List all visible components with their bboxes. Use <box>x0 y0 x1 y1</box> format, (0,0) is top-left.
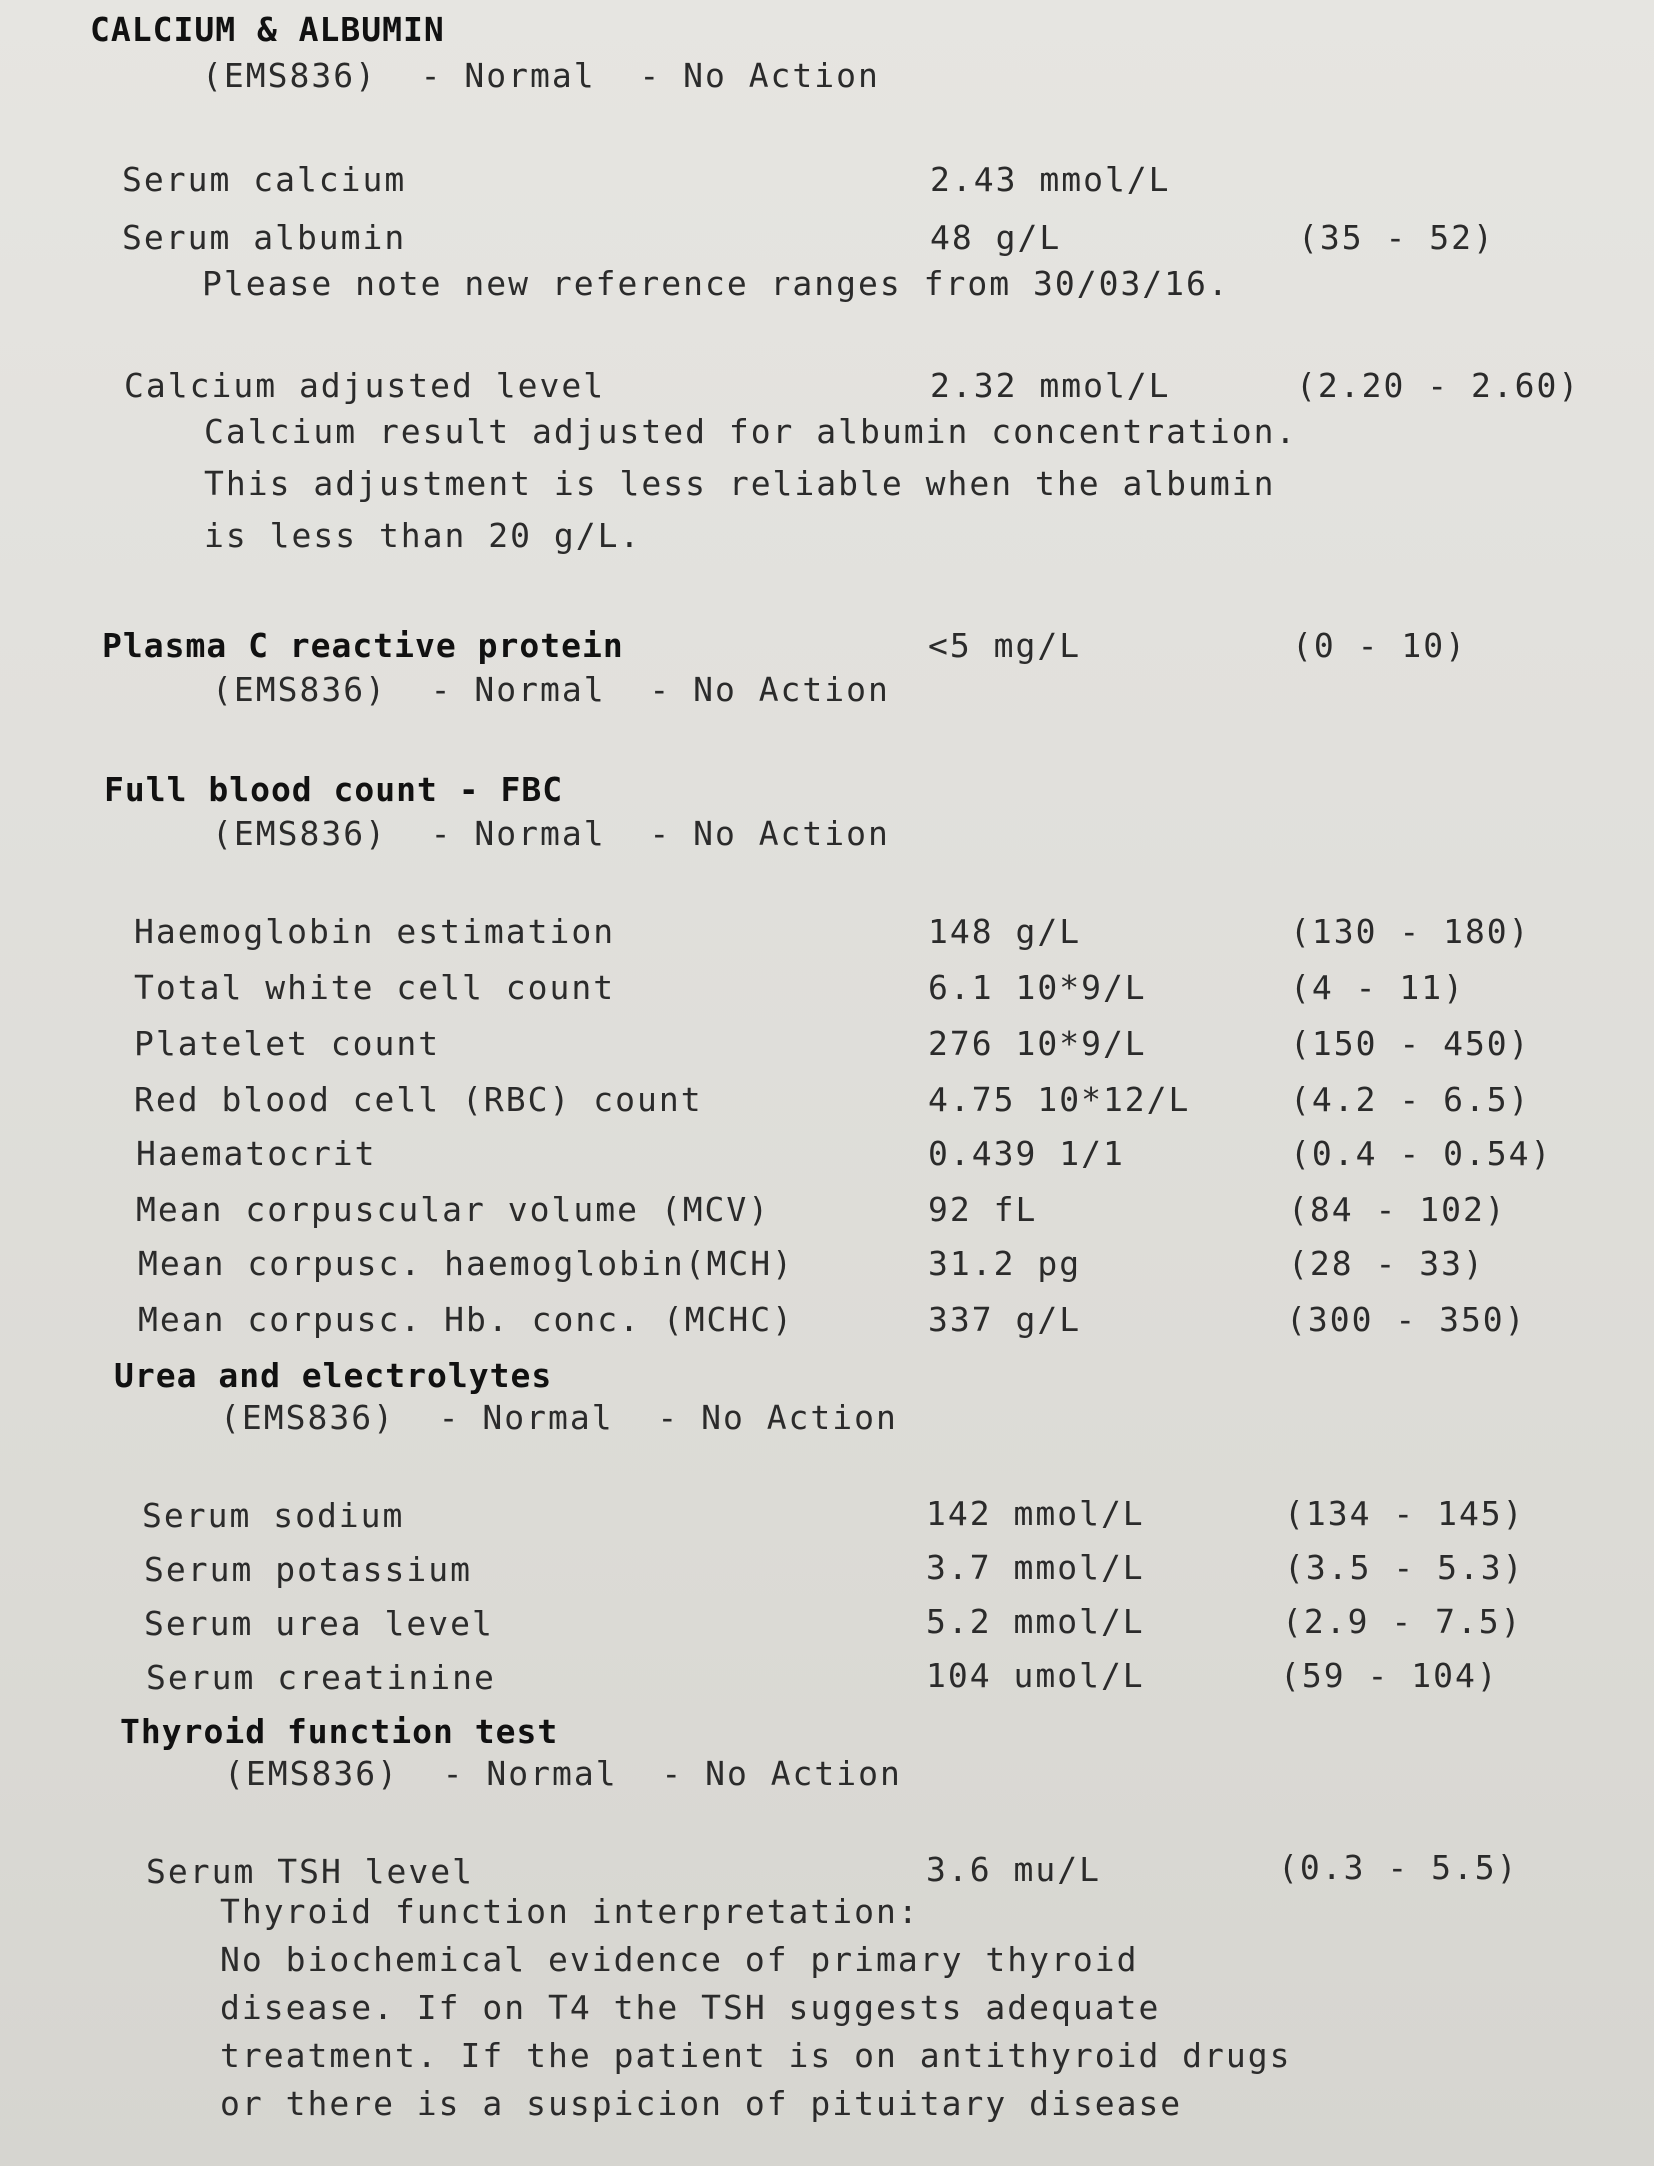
test-value: <5 mg/L <box>928 626 1082 665</box>
status-fbc: (EMS836) - Normal - No Action <box>212 814 890 853</box>
test-name: Red blood cell (RBC) count <box>134 1080 703 1119</box>
test-range: (150 - 450) <box>1290 1024 1531 1063</box>
test-range: (0 - 10) <box>1292 626 1467 665</box>
status-crp: (EMS836) - Normal - No Action <box>212 670 890 709</box>
test-range: (59 - 104) <box>1280 1656 1499 1695</box>
test-value: 142 mmol/L <box>926 1494 1145 1533</box>
note-line: disease. If on T4 the TSH suggests adequate <box>220 1988 1161 2027</box>
test-range: (2.20 - 2.60) <box>1296 366 1581 405</box>
test-value: 5.2 mmol/L <box>926 1602 1145 1641</box>
section-title-fbc: Full blood count - FBC <box>104 770 564 809</box>
test-range: (4.2 - 6.5) <box>1290 1080 1531 1119</box>
test-range: (84 - 102) <box>1288 1190 1507 1229</box>
note-line: or there is a suspicion of pituitary disease <box>220 2084 1183 2123</box>
test-range: (300 - 350) <box>1286 1300 1527 1339</box>
test-value: 0.439 1/1 <box>928 1134 1125 1173</box>
test-name: Serum urea level <box>144 1604 494 1643</box>
test-value: 2.43 mmol/L <box>930 160 1171 199</box>
test-name: Calcium adjusted level <box>124 366 606 405</box>
test-name: Mean corpusc. haemoglobin(MCH) <box>138 1244 795 1283</box>
test-value: 31.2 pg <box>928 1244 1082 1283</box>
section-title-crp: Plasma C reactive protein <box>102 626 624 665</box>
test-range: (0.3 - 5.5) <box>1278 1848 1519 1887</box>
test-name: Serum creatinine <box>146 1658 496 1697</box>
status-calcium: (EMS836) - Normal - No Action <box>202 56 880 95</box>
test-name: Serum TSH level <box>146 1852 475 1891</box>
test-range: (3.5 - 5.3) <box>1284 1548 1525 1587</box>
section-title-thyroid: Thyroid function test <box>120 1712 559 1751</box>
test-value: 48 g/L <box>930 218 1062 257</box>
test-range: (28 - 33) <box>1288 1244 1485 1283</box>
status-ue: (EMS836) - Normal - No Action <box>220 1398 898 1437</box>
test-value: 104 umol/L <box>926 1656 1145 1695</box>
note-line: Calcium result adjusted for albumin concentration. <box>204 412 1298 451</box>
note-line: Please note new reference ranges from 30/03/16. <box>202 264 1230 303</box>
test-name: Serum sodium <box>142 1496 405 1535</box>
test-value: 337 g/L <box>928 1300 1082 1339</box>
test-value: 276 10*9/L <box>928 1024 1147 1063</box>
section-title-ue: Urea and electrolytes <box>114 1356 553 1395</box>
test-name: Serum potassium <box>144 1550 473 1589</box>
test-name: Serum albumin <box>122 218 407 257</box>
note-line: is less than 20 g/L. <box>204 516 642 555</box>
test-range: (35 - 52) <box>1298 218 1495 257</box>
note-line: No biochemical evidence of primary thyroid <box>220 1940 1139 1979</box>
test-range: (134 - 145) <box>1284 1494 1525 1533</box>
note-line: Thyroid function interpretation: <box>220 1892 920 1931</box>
test-value: 3.6 mu/L <box>926 1850 1101 1889</box>
test-name: Haemoglobin estimation <box>134 912 616 951</box>
test-value: 6.1 10*9/L <box>928 968 1147 1007</box>
test-value: 4.75 10*12/L <box>928 1080 1191 1119</box>
test-range: (4 - 11) <box>1290 968 1465 1007</box>
test-range: (0.4 - 0.54) <box>1290 1134 1553 1173</box>
test-name: Total white cell count <box>134 968 616 1007</box>
test-name: Platelet count <box>134 1024 441 1063</box>
test-range: (2.9 - 7.5) <box>1282 1602 1523 1641</box>
test-name: Serum calcium <box>122 160 407 199</box>
test-value: 2.32 mmol/L <box>930 366 1171 405</box>
note-line: treatment. If the patient is on antithyroid drugs <box>220 2036 1292 2075</box>
test-value: 148 g/L <box>928 912 1082 951</box>
note-line: This adjustment is less reliable when the albumin <box>204 464 1276 503</box>
status-thyroid: (EMS836) - Normal - No Action <box>224 1754 902 1793</box>
section-title-calcium: CALCIUM & ALBUMIN <box>90 10 445 49</box>
test-range: (130 - 180) <box>1290 912 1531 951</box>
test-value: 3.7 mmol/L <box>926 1548 1145 1587</box>
test-name: Haematocrit <box>136 1134 377 1173</box>
test-value: 92 fL <box>928 1190 1038 1229</box>
test-name: Mean corpuscular volume (MCV) <box>136 1190 771 1229</box>
test-name: Mean corpusc. Hb. conc. (MCHC) <box>138 1300 795 1339</box>
